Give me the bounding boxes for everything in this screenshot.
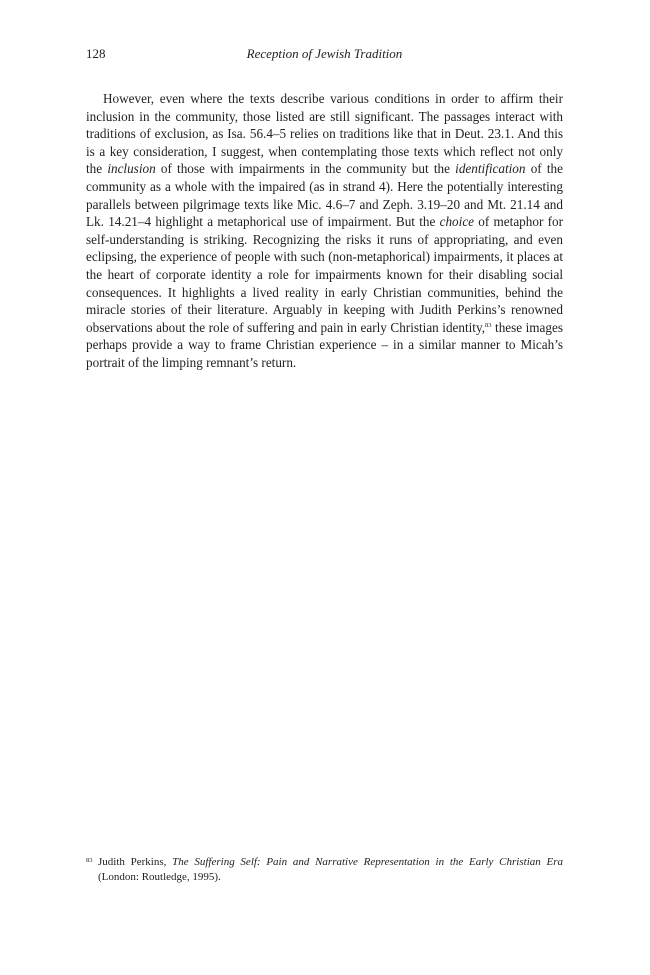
footnote-number: 83 xyxy=(86,857,93,864)
text-segment: of those with impairments in the community but the xyxy=(155,161,456,177)
footnote-text: (London: Routledge, 1995). xyxy=(98,871,221,883)
running-head xyxy=(86,44,563,64)
footnotes xyxy=(86,855,563,885)
emphasis-inclusion: inclusion xyxy=(107,161,156,177)
page-number: 128 xyxy=(86,46,106,61)
text-segment: However, even where the texts describe various conditions in order to affirm their inclusion in the community, those listed are still significant. The passages interact with traditions of exclusion, as Isa. 56.4–5 relies on traditions like that in Deut. 23.1. And this is a key consideration, I suggest, when contemplating those texts which reflect not only the xyxy=(86,91,563,177)
running-title: Reception of Jewish Tradition xyxy=(246,46,403,61)
footnote-text: Judith Perkins, xyxy=(98,856,173,868)
text-segment: of metaphor for self-understanding is striking. Recognizing the risks it runs of appropriating, and even eclipsing, the experience of people with such (non-metaphorical) impairments, it places at the heart of corporate identity a role for impairments known for their disabling social consequences. It highlights a lived reality in early Christian communities, behind the miracle stories of their literature. Arguably in keeping with Judith Perkins’s renowned observations about the role of suffering and pain in early Christian identity, xyxy=(86,214,563,335)
footnote xyxy=(86,855,563,885)
emphasis-identification: identification xyxy=(455,161,526,177)
text-segment: of the community as a whole with the impaired (as in strand 4). Here the potentially interesting parallels between pilgrimage texts like Mic. 4.6–7 and Zeph. 3.19–20 and Mt. 21.14 and Lk. 14.21–4 highlight a metaphorical use of impairment. But the xyxy=(86,161,563,230)
footnote-reference[interactable]: 83 xyxy=(485,321,492,329)
emphasis-choice: choice xyxy=(439,214,475,230)
paragraph xyxy=(86,90,563,372)
text-segment: these images perhaps provide a way to frame Christian experience – in a similar manner to Micah’s portrait of the limping remnant’s return. xyxy=(86,319,563,370)
body-text xyxy=(86,90,563,372)
footnote-book-title: The Suffering Self: Pain and Narrative Representation in the Early Christian Era xyxy=(172,856,563,868)
